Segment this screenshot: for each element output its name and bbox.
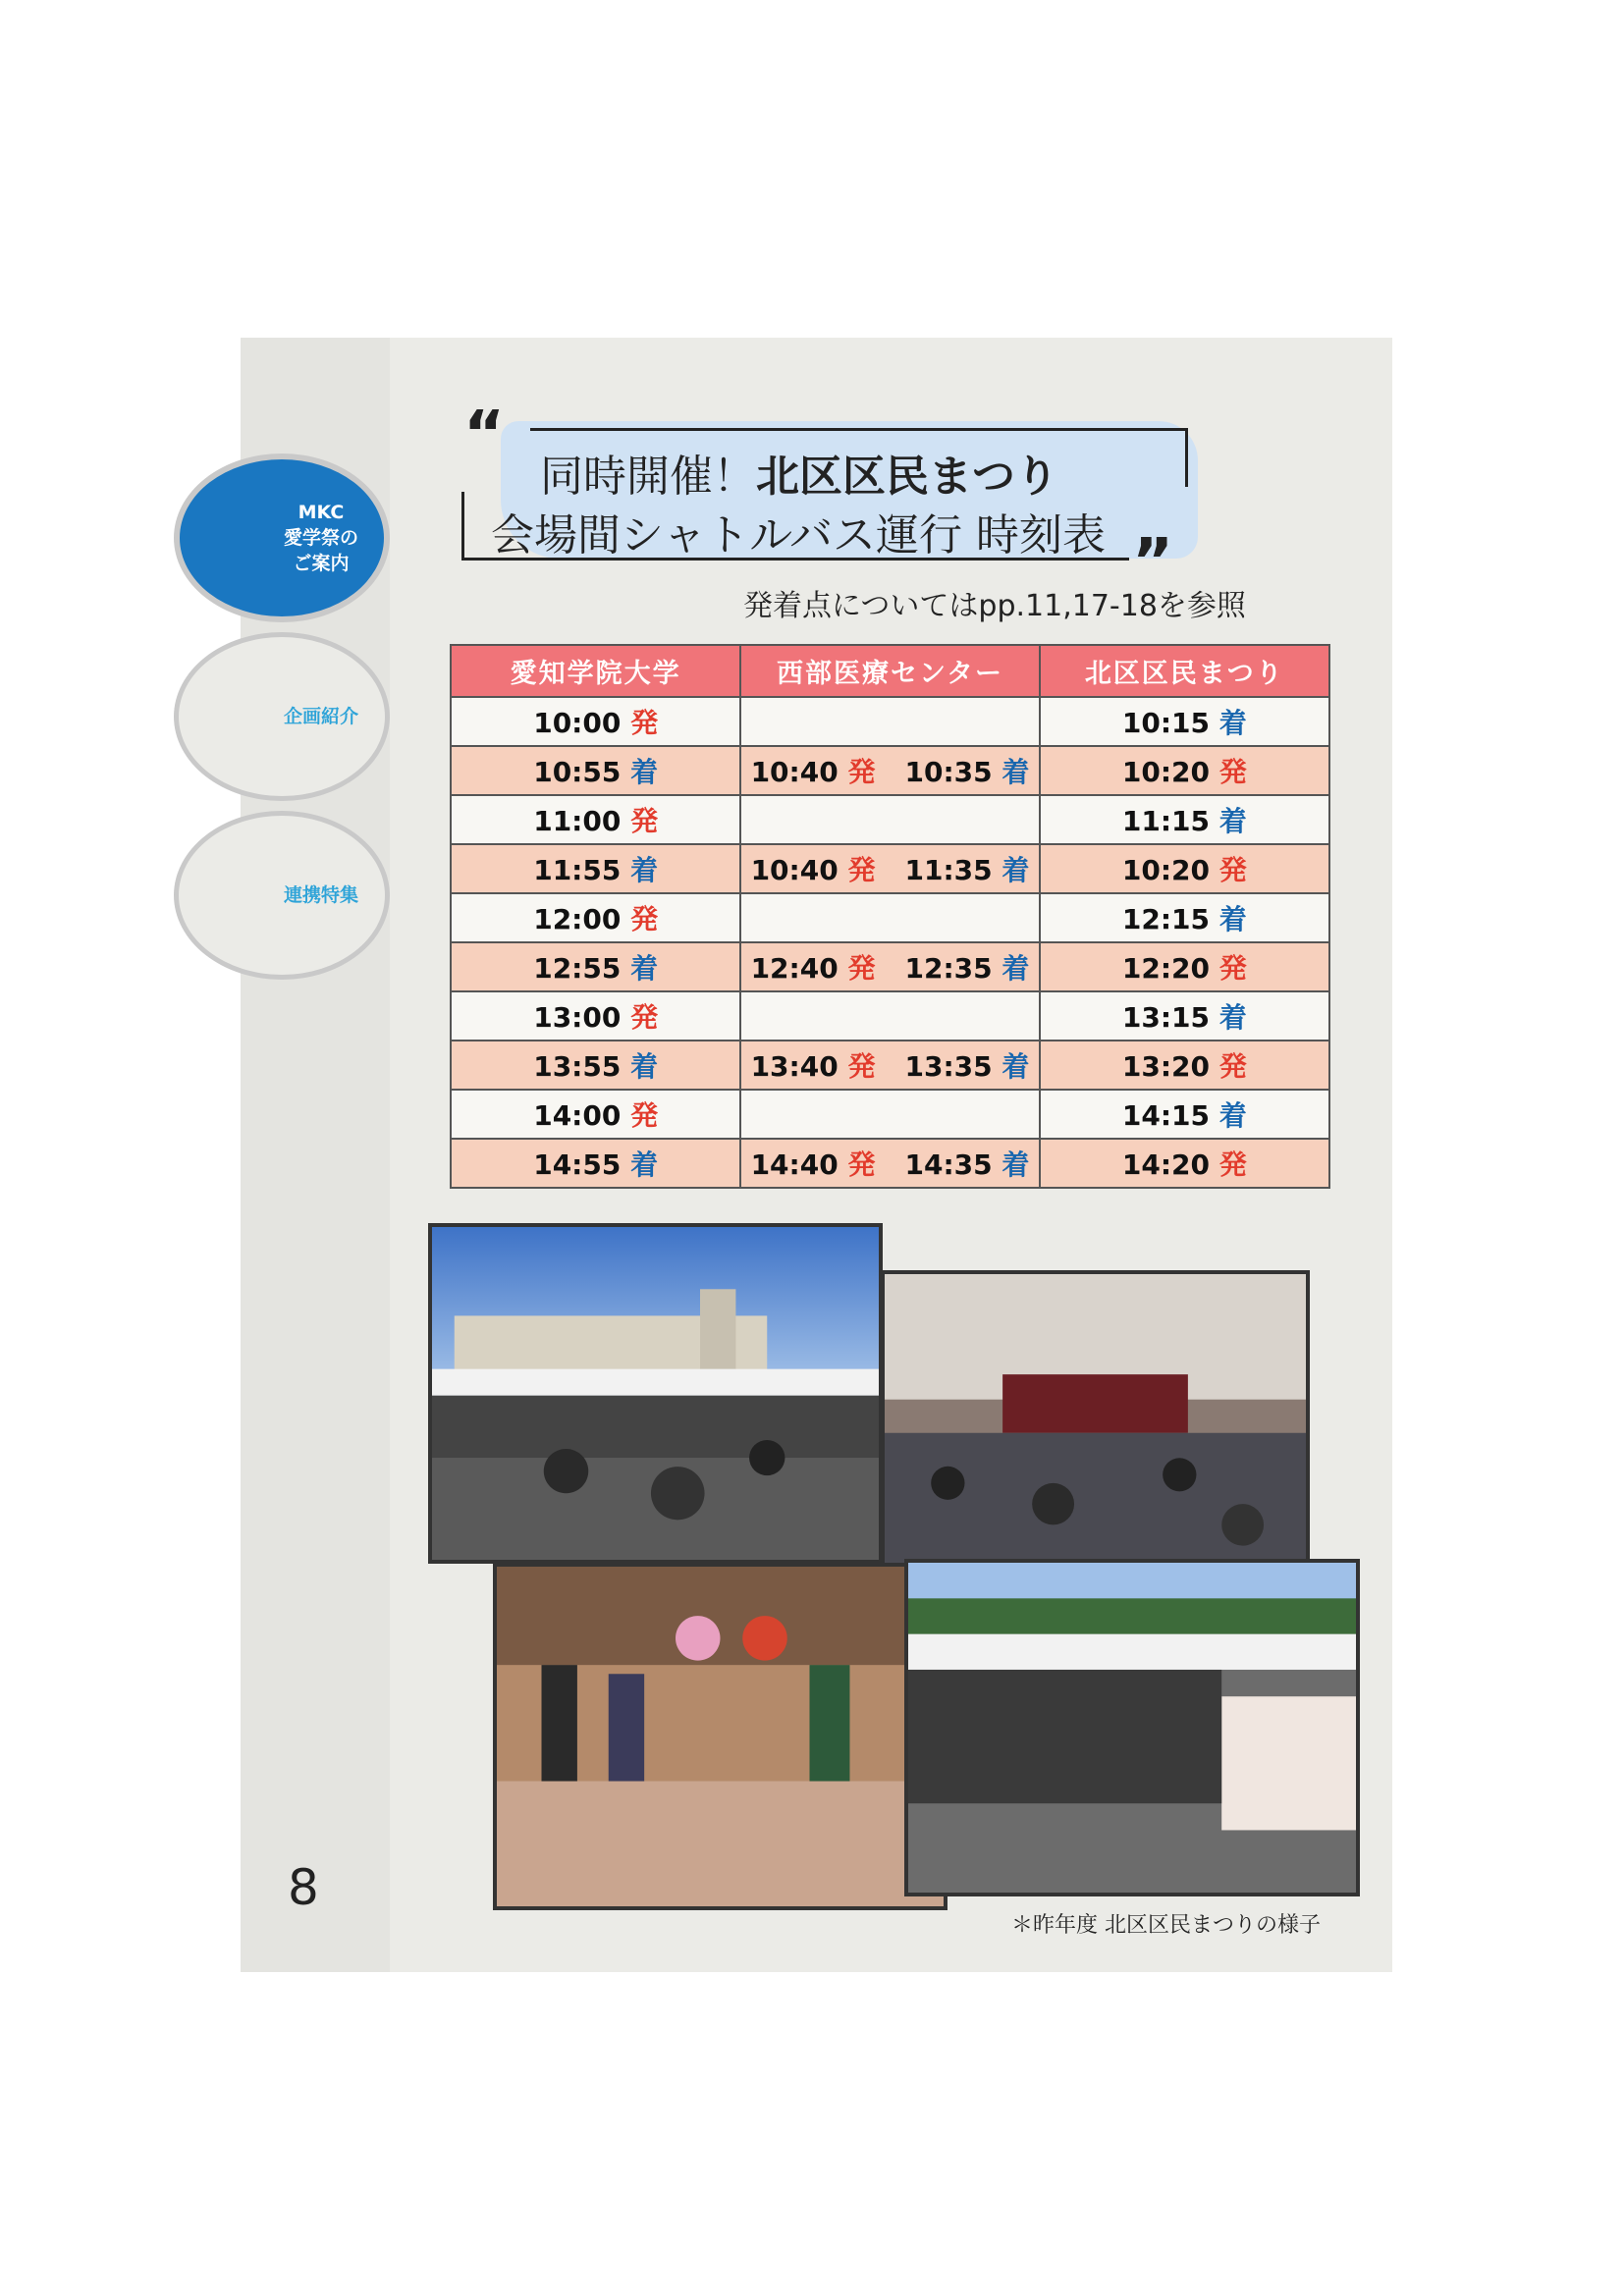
status: 着 bbox=[1001, 854, 1030, 886]
time: 14:40 bbox=[750, 1148, 839, 1181]
status: 着 bbox=[630, 952, 659, 985]
column-header: 愛知学院大学 bbox=[451, 645, 740, 697]
title-frame-line bbox=[530, 428, 1188, 431]
shuttle-timetable bbox=[450, 644, 1330, 1189]
table-row bbox=[451, 1090, 1329, 1139]
time: 10:20 bbox=[1121, 756, 1210, 788]
cell-aichi-gakuin bbox=[451, 942, 740, 991]
cell-seibu-medical bbox=[740, 1090, 1039, 1139]
title-frame-line bbox=[461, 492, 464, 561]
time: 13:00 bbox=[533, 1001, 622, 1034]
time: 10:15 bbox=[1121, 707, 1210, 739]
cell-seibu-medical bbox=[740, 795, 1039, 844]
title-bold: 北区区民まつり bbox=[756, 452, 1058, 502]
status: 着 bbox=[630, 756, 659, 788]
cell-kita-festival bbox=[1040, 991, 1329, 1041]
table-row bbox=[451, 795, 1329, 844]
cell-aichi-gakuin bbox=[451, 795, 740, 844]
time: 13:55 bbox=[533, 1050, 622, 1083]
title-line-1 bbox=[540, 441, 1058, 504]
nav-item-label: 企画紹介 bbox=[283, 706, 358, 727]
time: 11:35 bbox=[904, 854, 993, 886]
time: 12:20 bbox=[1121, 952, 1210, 985]
quote-open-icon: “ bbox=[463, 399, 506, 471]
cell-kita-festival bbox=[1040, 746, 1329, 795]
status: 発 bbox=[1218, 952, 1247, 985]
status: 発 bbox=[630, 1099, 659, 1132]
page-number: 8 bbox=[288, 1859, 319, 1916]
status: 発 bbox=[630, 903, 659, 935]
nav-item-mkc[interactable] bbox=[174, 454, 390, 622]
cell-seibu-medical bbox=[740, 942, 1039, 991]
cell-seibu-medical bbox=[740, 844, 1039, 893]
time: 14:35 bbox=[904, 1148, 993, 1181]
cell-seibu-medical bbox=[740, 1139, 1039, 1188]
time: 10:20 bbox=[1121, 854, 1210, 886]
cell-seibu-medical bbox=[740, 697, 1039, 746]
status: 発 bbox=[630, 707, 659, 739]
cell-aichi-gakuin bbox=[451, 991, 740, 1041]
quote-close-icon: ” bbox=[1132, 526, 1174, 599]
table-row bbox=[451, 844, 1329, 893]
time: 13:20 bbox=[1121, 1050, 1210, 1083]
nav-item-label: MKC bbox=[298, 502, 345, 523]
cell-kita-festival bbox=[1040, 795, 1329, 844]
cell-kita-festival bbox=[1040, 844, 1329, 893]
status: 発 bbox=[630, 805, 659, 837]
column-header: 西部医療センター bbox=[740, 645, 1039, 697]
title-frame-line bbox=[1185, 428, 1188, 487]
status: 着 bbox=[630, 1148, 659, 1181]
status: 発 bbox=[630, 1001, 659, 1034]
time: 12:40 bbox=[750, 952, 839, 985]
festival-photo-grounds bbox=[428, 1223, 883, 1564]
title-prefix: 同時開催！ bbox=[540, 452, 756, 502]
status: 発 bbox=[847, 1148, 876, 1181]
time: 12:15 bbox=[1121, 903, 1210, 935]
status: 着 bbox=[1001, 756, 1030, 788]
nav-item-label: 連携特集 bbox=[283, 884, 358, 906]
time: 13:15 bbox=[1121, 1001, 1210, 1034]
cell-kita-festival bbox=[1040, 697, 1329, 746]
nav-item-collaboration[interactable] bbox=[174, 811, 390, 980]
status: 発 bbox=[847, 952, 876, 985]
status: 着 bbox=[1001, 1050, 1030, 1083]
table-row bbox=[451, 1139, 1329, 1188]
status: 着 bbox=[1218, 903, 1247, 935]
time: 10:40 bbox=[750, 854, 839, 886]
cell-kita-festival bbox=[1040, 1041, 1329, 1090]
status: 着 bbox=[1001, 952, 1030, 985]
title-line-2: 会場間シャトルバス運行 時刻表 bbox=[491, 510, 1107, 561]
time: 11:00 bbox=[533, 805, 622, 837]
time: 12:55 bbox=[533, 952, 622, 985]
status: 発 bbox=[1218, 1148, 1247, 1181]
cell-kita-festival bbox=[1040, 1090, 1329, 1139]
status: 発 bbox=[1218, 1050, 1247, 1083]
cell-aichi-gakuin bbox=[451, 697, 740, 746]
cell-kita-festival bbox=[1040, 1139, 1329, 1188]
festival-photo-crowd bbox=[904, 1559, 1360, 1896]
table-row bbox=[451, 991, 1329, 1041]
cell-aichi-gakuin bbox=[451, 1041, 740, 1090]
cell-seibu-medical bbox=[740, 893, 1039, 942]
title-block bbox=[461, 399, 1193, 599]
table-row bbox=[451, 746, 1329, 795]
time: 11:55 bbox=[533, 854, 622, 886]
time: 10:00 bbox=[533, 707, 622, 739]
time: 13:40 bbox=[750, 1050, 839, 1083]
nav-item-projects[interactable] bbox=[174, 632, 390, 801]
nav-item-label: 愛学祭の bbox=[283, 527, 358, 549]
cell-seibu-medical bbox=[740, 746, 1039, 795]
cell-seibu-medical bbox=[740, 1041, 1039, 1090]
cell-aichi-gakuin bbox=[451, 1139, 740, 1188]
table-row bbox=[451, 1041, 1329, 1090]
status: 発 bbox=[847, 756, 876, 788]
time: 14:15 bbox=[1121, 1099, 1210, 1132]
time: 10:35 bbox=[904, 756, 993, 788]
status: 着 bbox=[630, 854, 659, 886]
cell-aichi-gakuin bbox=[451, 1090, 740, 1139]
time: 10:40 bbox=[750, 756, 839, 788]
status: 着 bbox=[1218, 805, 1247, 837]
time: 12:00 bbox=[533, 903, 622, 935]
cell-aichi-gakuin bbox=[451, 893, 740, 942]
table-row bbox=[451, 893, 1329, 942]
festival-photo-mascots bbox=[493, 1563, 947, 1910]
status: 着 bbox=[630, 1050, 659, 1083]
time: 13:35 bbox=[904, 1050, 993, 1083]
cell-kita-festival bbox=[1040, 893, 1329, 942]
nav-item-label: ご案内 bbox=[293, 553, 350, 574]
reference-note: 発着点についてはpp.11,17-18を参照 bbox=[743, 589, 1246, 623]
status: 発 bbox=[1218, 854, 1247, 886]
table-row bbox=[451, 697, 1329, 746]
cell-kita-festival bbox=[1040, 942, 1329, 991]
status: 着 bbox=[1218, 707, 1247, 739]
photo-caption: ＊昨年度 北区区民まつりの様子 bbox=[1011, 1913, 1321, 1938]
time: 12:35 bbox=[904, 952, 993, 985]
cell-aichi-gakuin bbox=[451, 844, 740, 893]
cell-aichi-gakuin bbox=[451, 746, 740, 795]
status: 着 bbox=[1001, 1148, 1030, 1181]
page bbox=[241, 338, 1392, 1972]
column-header: 北区区民まつり bbox=[1040, 645, 1329, 697]
status: 発 bbox=[847, 1050, 876, 1083]
time: 14:55 bbox=[533, 1148, 622, 1181]
table-row bbox=[451, 942, 1329, 991]
cell-seibu-medical bbox=[740, 991, 1039, 1041]
status: 着 bbox=[1218, 1099, 1247, 1132]
time: 14:20 bbox=[1121, 1148, 1210, 1181]
time: 11:15 bbox=[1121, 805, 1210, 837]
status: 着 bbox=[1218, 1001, 1247, 1034]
time: 10:55 bbox=[533, 756, 622, 788]
festival-photo-hall bbox=[881, 1270, 1310, 1604]
status: 発 bbox=[847, 854, 876, 886]
time: 14:00 bbox=[533, 1099, 622, 1132]
status: 発 bbox=[1218, 756, 1247, 788]
